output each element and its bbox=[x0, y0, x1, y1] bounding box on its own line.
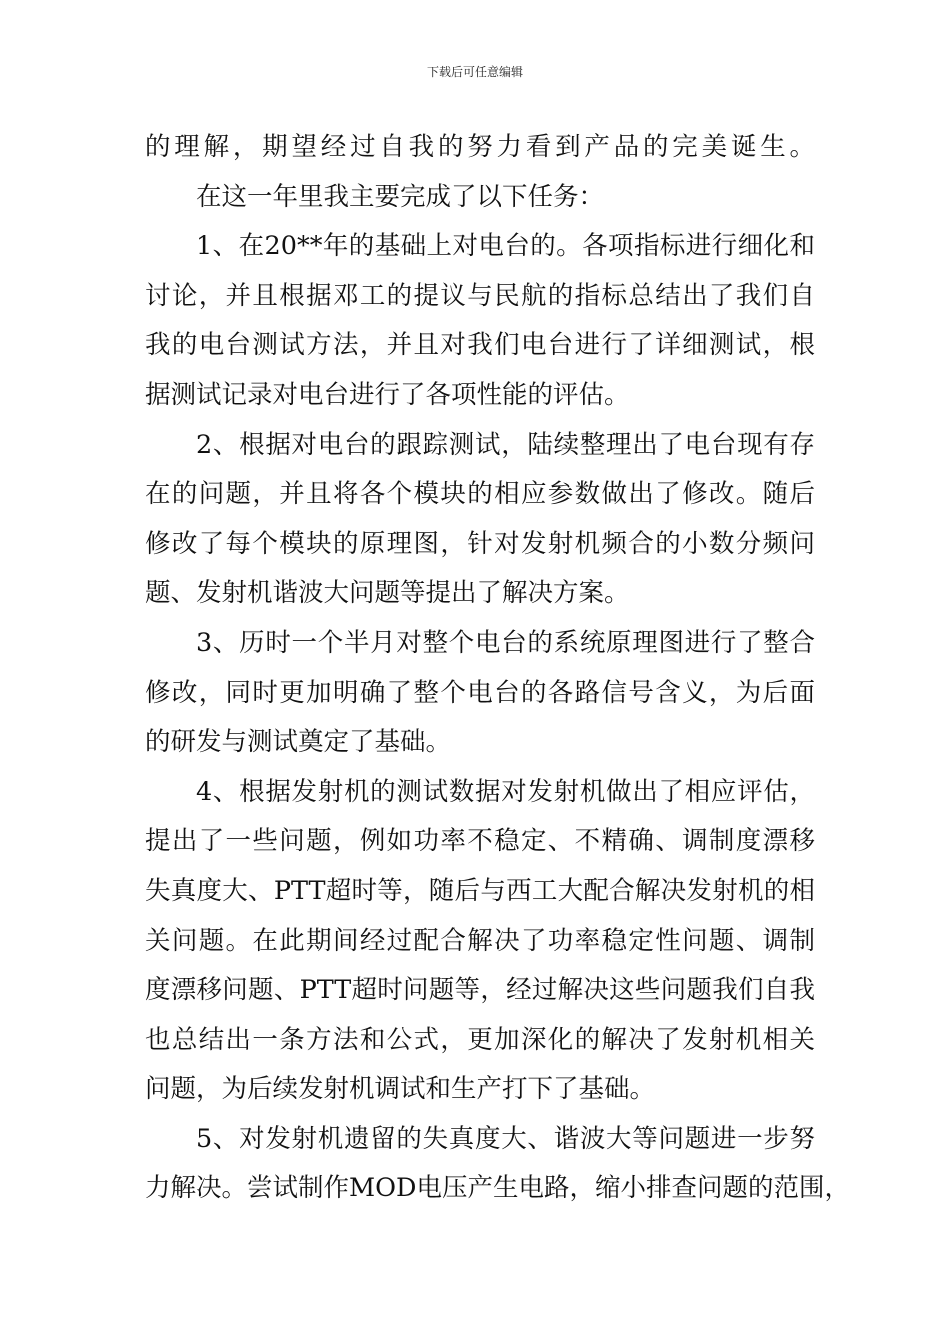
text-line: 5、对发射机遗留的失真度大、谐波大等问题进一步努 bbox=[196, 1123, 815, 1154]
text-line: 失真度大、PTT超时等，随后与西工大配合解决发射机的相 bbox=[145, 875, 815, 906]
text-line: 在这一年里我主要完成了以下任务： bbox=[196, 181, 605, 212]
text-line: 修改了每个模块的原理图，针对发射机频合的小数分频问 bbox=[145, 528, 815, 559]
text-line: 讨论，并且根据邓工的提议与民航的指标总结出了我们自 bbox=[145, 280, 815, 311]
document-body bbox=[145, 127, 850, 1218]
text-line: 我的电台测试方法，并且对我们电台进行了详细测试，根 bbox=[145, 330, 815, 361]
text-line: 的研发与测试奠定了基础。 bbox=[145, 727, 452, 758]
text-line: 关问题。在此期间经过配合解决了功率稳定性问题、调制 bbox=[145, 925, 815, 956]
text-line: 题、发射机谐波大问题等提出了解决方案。 bbox=[145, 578, 630, 609]
text-line: 提出了一些问题，例如功率不稳定、不精确、调制度漂移 bbox=[145, 826, 815, 857]
text-line: 问题，为后续发射机调试和生产打下了基础。 bbox=[145, 1074, 656, 1105]
text-line: 度漂移问题、PTT超时问题等，经过解决这些问题我们自我 bbox=[145, 975, 815, 1006]
text-line: 1、在20**年的基础上对电台的。各项指标进行细化和 bbox=[196, 231, 815, 262]
text-line: 也总结出一条方法和公式，更加深化的解决了发射机相关 bbox=[145, 1024, 815, 1055]
text-line: 力解决。尝试制作MOD电压产生电路，缩小排查问题的范围， bbox=[145, 1173, 850, 1204]
text-line: 据测试记录对电台进行了各项性能的评估。 bbox=[145, 379, 630, 410]
text-line: 4、根据发射机的测试数据对发射机做出了相应评估， bbox=[196, 776, 815, 807]
page-header: 下载后可任意编辑 bbox=[426, 65, 523, 79]
text-line: 3、历时一个半月对整个电台的系统原理图进行了整合 bbox=[196, 627, 815, 658]
text-line: 在的问题，并且将各个模块的相应参数做出了修改。随后 bbox=[145, 479, 815, 510]
text-line: 修改，同时更加明确了整个电台的各路信号含义，为后面 bbox=[145, 677, 815, 708]
text-line: 的理解，期望经过自我的努力看到产品的完美诞生。 bbox=[145, 132, 815, 162]
text-line: 2、根据对电台的跟踪测试，陆续整理出了电台现有存 bbox=[196, 429, 815, 460]
